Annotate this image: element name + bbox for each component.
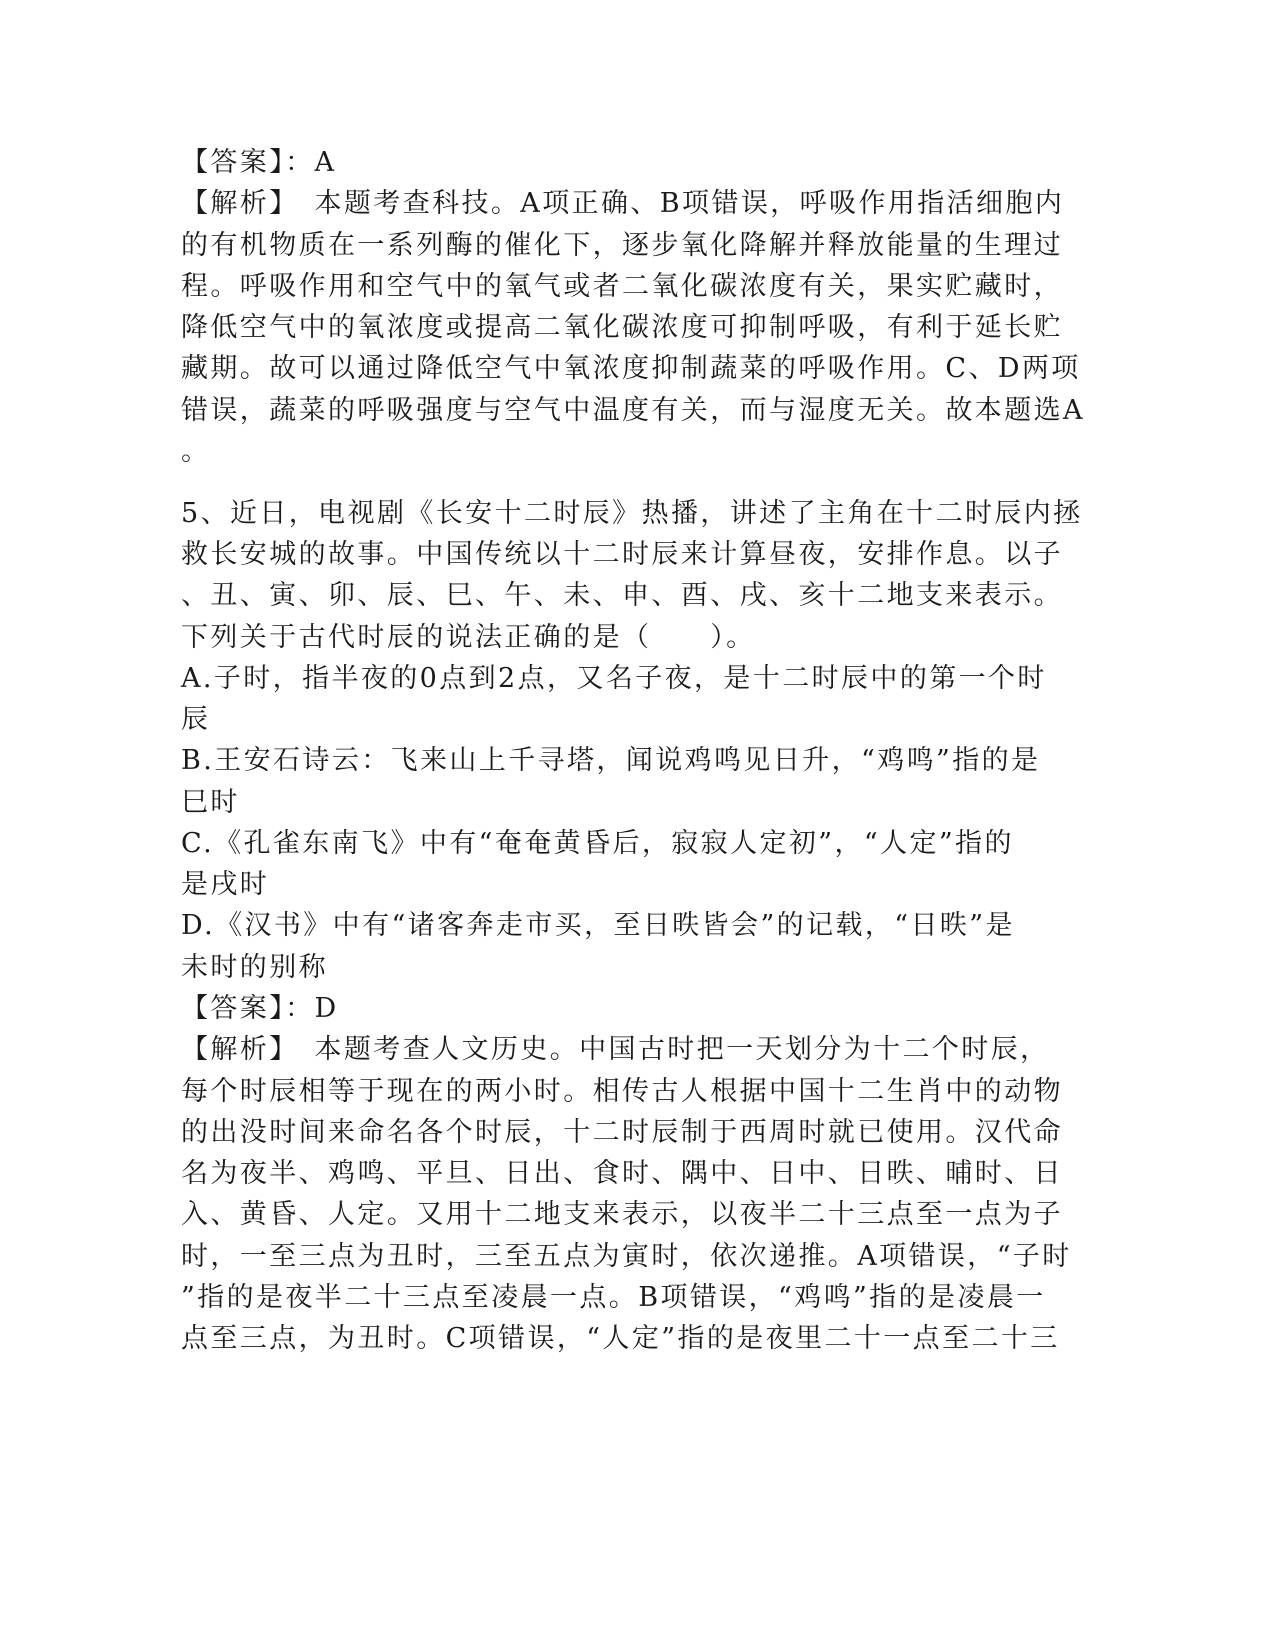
option-b: B.王安石诗云：飞来山上千寻塔，闻说鸡鸣见日升，“鸡鸣”指的是 — [181, 745, 1041, 776]
analysis-line: 入、黄昏、人定。又用十二地支来表示，以夜半二十三点至一点为子 — [181, 1199, 1063, 1230]
question-line: 5、近日，电视剧《长安十二时辰》热播，讲述了主角在十二时辰内拯 — [181, 498, 1083, 529]
option-a: 辰 — [181, 704, 211, 735]
analysis-line: 的出没时间来命名各个时辰，十二时辰制于西周时就已使用。汉代命 — [181, 1117, 1063, 1148]
analysis-line: 。 — [181, 436, 211, 467]
answer-line: 【答案】：D — [181, 993, 339, 1024]
option-b: 巳时 — [181, 787, 240, 818]
question-line: 救长安城的故事。中国传统以十二时辰来计算昼夜，安排作息。以子 — [181, 539, 1063, 570]
analysis-line: 【解析】 本题考查人文历史。中国古时把一天划分为十二个时辰， — [181, 1034, 1050, 1065]
analysis-line: 点至三点，为丑时。C项错误，“人定”指的是夜里二十一点至二十三 — [181, 1323, 1060, 1354]
option-d: 未时的别称 — [181, 952, 328, 983]
analysis-line: 时，一至三点为丑时，三至五点为寅时，依次递推。A项错误，“子时 — [181, 1241, 1072, 1272]
option-c: 是戌时 — [181, 869, 270, 900]
option-a: A.子时，指半夜的0点到2点，又名子夜，是十二时辰中的第一个时 — [181, 663, 1047, 694]
analysis-line: 降低空气中的氧浓度或提高二氧化碳浓度可抑制呼吸，有利于延长贮 — [181, 312, 1063, 343]
question-line: 、丑、寅、卯、辰、巳、午、未、申、酉、戌、亥十二地支来表示。 — [181, 580, 1063, 611]
answer-line: 【答案】：A — [181, 147, 337, 178]
option-d: D.《汉书》中有“诸客奔走市买，至日昳皆会”的记载，“日昳”是 — [181, 910, 1015, 941]
analysis-line: 【解析】 本题考查科技。A项正确、B项错误，呼吸作用指活细胞内 — [181, 188, 1065, 219]
analysis-line: 每个时辰相等于现在的两小时。相传古人根据中国十二生肖中的动物 — [181, 1076, 1063, 1107]
analysis-line: 的有机物质在一系列酶的催化下，逐步氧化降解并释放能量的生理过 — [181, 230, 1063, 261]
analysis-line: 错误，蔬菜的呼吸强度与空气中温度有关，而与湿度无关。故本题选A — [181, 395, 1085, 426]
analysis-line: 程。呼吸作用和空气中的氧气或者二氧化碳浓度有关，果实贮藏时， — [181, 271, 1063, 302]
option-c: C.《孔雀东南飞》中有“奄奄黄昏后，寂寂人定初”，“人定”指的 — [181, 828, 1014, 859]
analysis-line: ”指的是夜半二十三点至凌晨一点。B项错误，“鸡鸣”指的是凌晨一 — [181, 1282, 1046, 1313]
question-line: 下列关于古代时辰的说法正确的是（ ）。 — [181, 622, 756, 653]
analysis-line: 藏期。故可以通过降低空气中氧浓度抑制蔬菜的呼吸作用。C、D两项 — [181, 353, 1081, 384]
analysis-line: 名为夜半、鸡鸣、平旦、日出、食时、隅中、日中、日昳、晡时、日 — [181, 1158, 1063, 1189]
